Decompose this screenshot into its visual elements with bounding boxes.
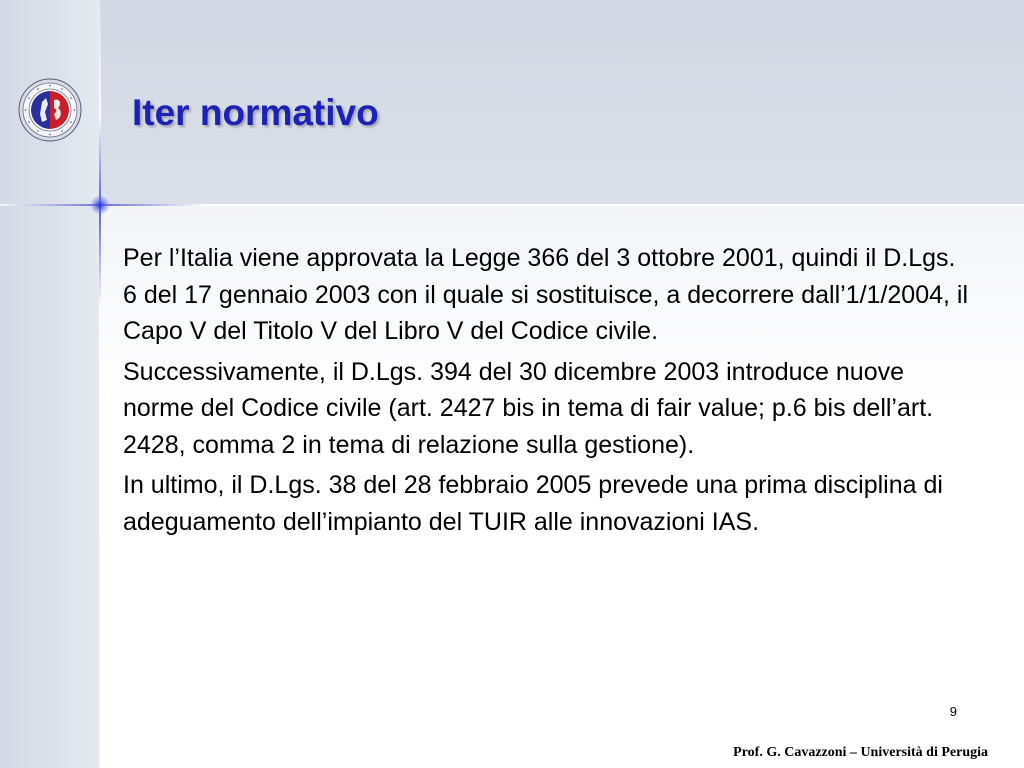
university-seal-icon [18, 78, 82, 142]
decorative-vertical-line [99, 0, 101, 768]
body-paragraph-3: In ultimo, il D.Lgs. 38 del 28 febbraio 2005 prevede una prima disciplina di adeguamento dell’impianto del TUIR alle innovazioni IAS. [123, 471, 943, 536]
slide-body [123, 240, 973, 544]
slide-title: Iter normativo [132, 92, 379, 133]
body-paragraph-2: Successivamente, il D.Lgs. 394 del 30 dicembre 2003 introduce nuove norme del Codice civile (art. 2427 bis in tema di fair value; p.6 bis dell’art. 2428, comma 2 in tema di relazione sulla gestione). [123, 357, 934, 459]
body-paragraph-1: Per l’Italia viene approvata la Legge 366 del 3 ottobre 2001, quindi il D.Lgs. 6 del 17 gennaio 2003 con il quale si sostituisce, a decorrere dall’1/1/2004, il Capo V del Titolo V del Libro V del Codice civile. [123, 244, 968, 345]
decorative-cross-glow [90, 195, 110, 215]
page-number: 9 [949, 704, 957, 719]
footer-credit: Prof. G. Cavazzoni – Università di Perugia [733, 745, 988, 760]
decorative-horizontal-line [0, 204, 1024, 206]
